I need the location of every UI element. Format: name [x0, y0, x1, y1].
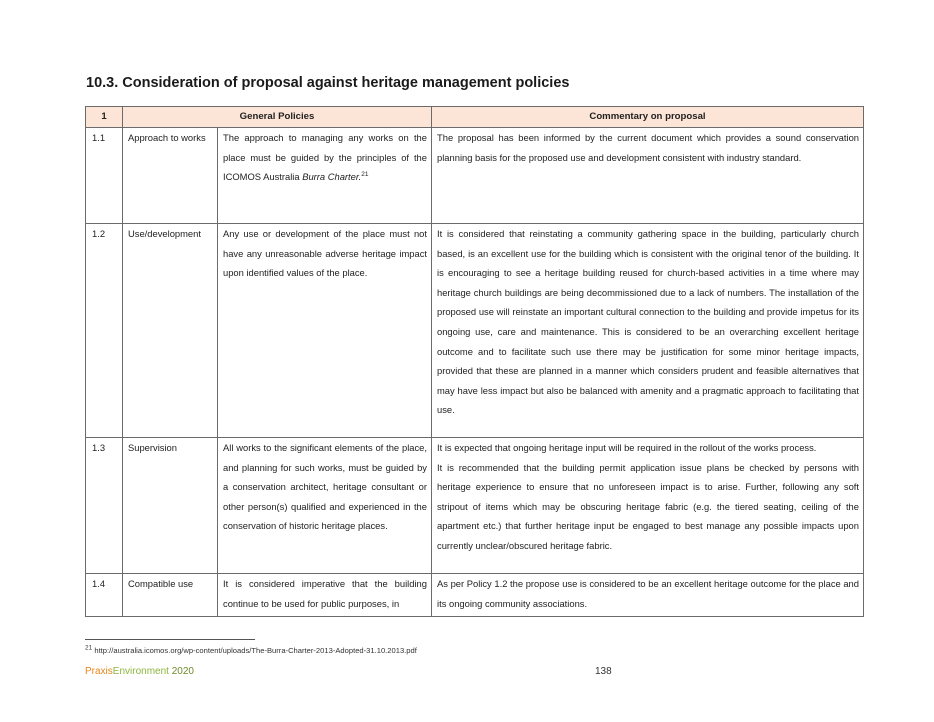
row-number: 1.1	[86, 128, 123, 224]
header-general-policies: General Policies	[123, 107, 432, 128]
row-number: 1.3	[86, 438, 123, 574]
row-number: 1.4	[86, 574, 123, 617]
policy-text: It is considered imperative that the building continue to be used for public purposes, in	[218, 574, 432, 617]
table-row	[86, 224, 864, 438]
section-title: 10.3. Consideration of proposal against heritage management policies	[86, 75, 570, 91]
footnote-separator	[85, 639, 255, 640]
page-number: 138	[595, 666, 612, 677]
policy-name: Compatible use	[123, 574, 218, 617]
commentary-text: It is considered that reinstating a community gathering space in the building, particularly church based, is an excellent use for the building which is consistent with the original tenor of the building. It is encouraging to see a heritage building reused for church-based activities in a time where may heritage church buildings are being decommissioned due to a lack of numbers. The installation of the proposed use will reinstate an important cultural connection to the building and provide impetus for its ongoing use, care and maintenance. This is considered to be an overarching excellent heritage outcome and to facilitate such use there may be justification for some minor heritage impacts, provided that these are planned in a manner which considers prudent and feasible alternatives that may have less impact but also be balanced with amenity and a pragmatic approach to facilitating that use.	[432, 224, 864, 438]
commentary-text	[432, 438, 864, 574]
brand-year: 2020	[168, 666, 194, 677]
commentary-paragraph: It is recommended that the building permit application issue plans be checked by persons with heritage experience to ensure that no unforeseen impact is to arise. Further, following any soft stripout of items which may be obscuring heritage fabric (e.g. the tiered seating, ceiling of the apartment etc.) that further heritage input be engaged to best manage any possible impacts upon currently unclear/obscured heritage fabric.	[437, 461, 859, 551]
table-row	[86, 574, 864, 617]
policy-name: Supervision	[123, 438, 218, 574]
header-commentary: Commentary on proposal	[432, 107, 864, 128]
footnote-url[interactable]: http://australia.icomos.org/wp-content/uploads/The-Burra-Charter-2013-Adopted-31.10.2013.pdf	[92, 646, 417, 655]
brand-environment: Environment	[112, 666, 169, 677]
policy-text: All works to the significant elements of the place, and planning for such works, must be guided by a conservation architect, heritage consultant or other person(s) qualified and experienced in the conservation of historic heritage places.	[218, 438, 432, 574]
footnote-marker: 21	[361, 171, 369, 179]
policy-table	[85, 106, 864, 617]
footnote	[85, 646, 417, 655]
commentary-paragraph: It is expected that ongoing heritage input will be required in the rollout of the works process.	[437, 442, 817, 453]
policy-text: Any use or development of the place must not have any unreasonable adverse heritage impact upon identified values of the place.	[218, 224, 432, 438]
policy-citation: Burra Charter.	[302, 171, 362, 183]
policy-name: Approach to works	[123, 128, 218, 224]
table-row	[86, 128, 864, 224]
commentary-text: The proposal has been informed by the current document which provides a sound conservation planning basis for the proposed use and development consistent with industry standard.	[432, 128, 864, 224]
footnote-number: 21	[85, 644, 93, 652]
commentary-text: As per Policy 1.2 the propose use is considered to be an excellent heritage outcome for the place and its ongoing community associations.	[432, 574, 864, 617]
table-header-row	[86, 107, 864, 128]
policy-text	[218, 128, 432, 224]
policy-text-body: The approach to managing any works on the place must be guided by the principles of the ICOMOS Australia	[223, 132, 427, 183]
header-number: 1	[86, 107, 123, 128]
footer-brand	[85, 666, 194, 677]
brand-praxis: Praxis	[85, 666, 113, 677]
policy-name: Use/development	[123, 224, 218, 438]
table-row	[86, 438, 864, 574]
row-number: 1.2	[86, 224, 123, 438]
